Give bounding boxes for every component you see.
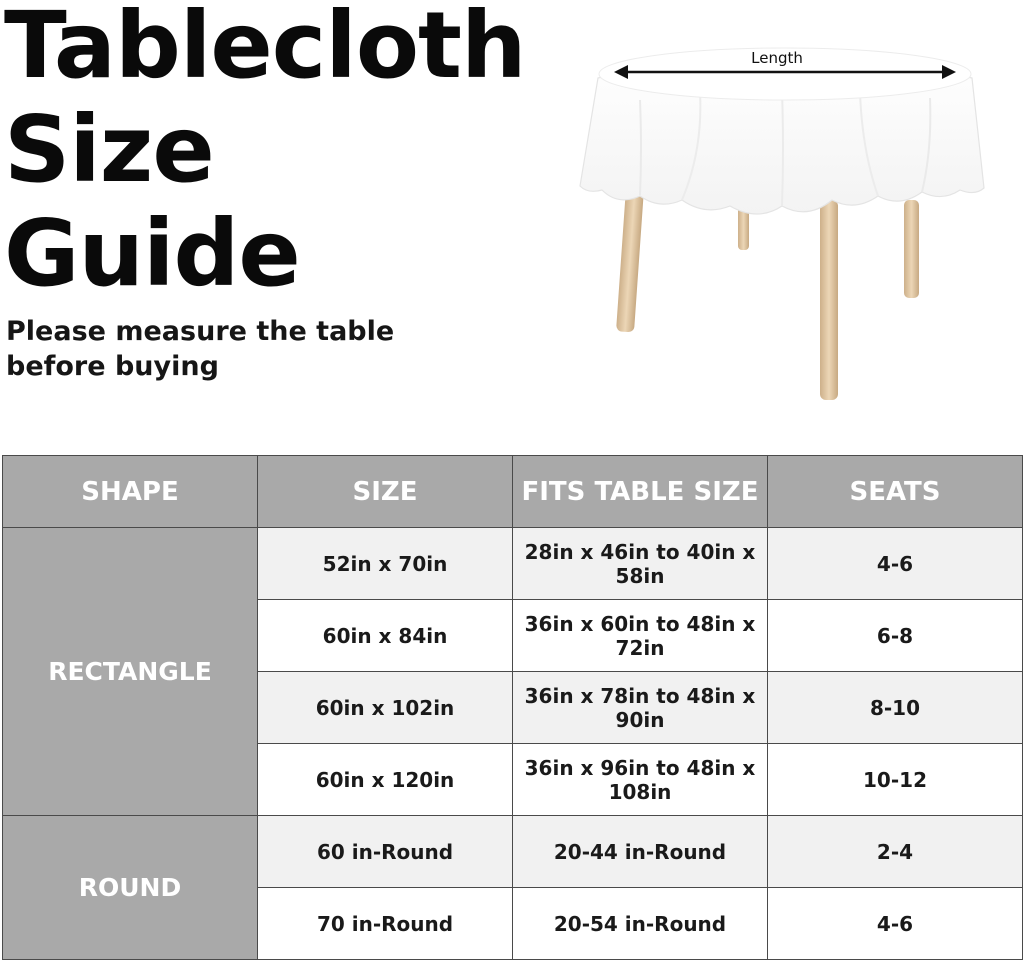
header-shape: SHAPE [3, 456, 258, 528]
title-line: Tablecloth [4, 0, 526, 99]
table-header-row [3, 456, 1023, 528]
size-cell: 70 in-Round [258, 888, 513, 960]
size-cell: 60 in-Round [258, 816, 513, 888]
shape-round: ROUND [3, 816, 258, 960]
table-leg [904, 200, 919, 298]
seats-cell: 4-6 [768, 528, 1023, 600]
table-row [3, 528, 1023, 600]
seats-cell: 2-4 [768, 816, 1023, 888]
subtitle-line: before buying [6, 351, 219, 382]
fits-cell: 28in x 46in to 40in x 58in [513, 528, 768, 600]
page-title [4, 0, 526, 306]
fits-cell: 20-44 in-Round [513, 816, 768, 888]
fits-cell: 36in x 96in to 48in x 108in [513, 744, 768, 816]
length-label: Length [751, 49, 803, 67]
size-cell: 60in x 102in [258, 672, 513, 744]
seats-cell: 4-6 [768, 888, 1023, 960]
fits-cell: 20-54 in-Round [513, 888, 768, 960]
page-subtitle [6, 314, 394, 384]
table-row [3, 816, 1023, 888]
seats-cell: 6-8 [768, 600, 1023, 672]
header-fits-table-size: FITS TABLE SIZE [513, 456, 768, 528]
size-cell: 52in x 70in [258, 528, 513, 600]
size-cell: 60in x 120in [258, 744, 513, 816]
table-leg [616, 190, 644, 333]
header-size: SIZE [258, 456, 513, 528]
fits-cell: 36in x 60in to 48in x 72in [513, 600, 768, 672]
title-line: Guide [4, 200, 300, 307]
header-seats: SEATS [768, 456, 1023, 528]
subtitle-line: Please measure the table [6, 316, 395, 347]
seats-cell: 8-10 [768, 672, 1023, 744]
round-table-illustration [570, 30, 1000, 410]
fits-cell: 36in x 78in to 48in x 90in [513, 672, 768, 744]
table-leg [820, 200, 838, 400]
size-cell: 60in x 84in [258, 600, 513, 672]
size-guide-table [2, 455, 1023, 960]
shape-rectangle: RECTANGLE [3, 528, 258, 816]
title-line: Size [4, 96, 214, 203]
seats-cell: 10-12 [768, 744, 1023, 816]
